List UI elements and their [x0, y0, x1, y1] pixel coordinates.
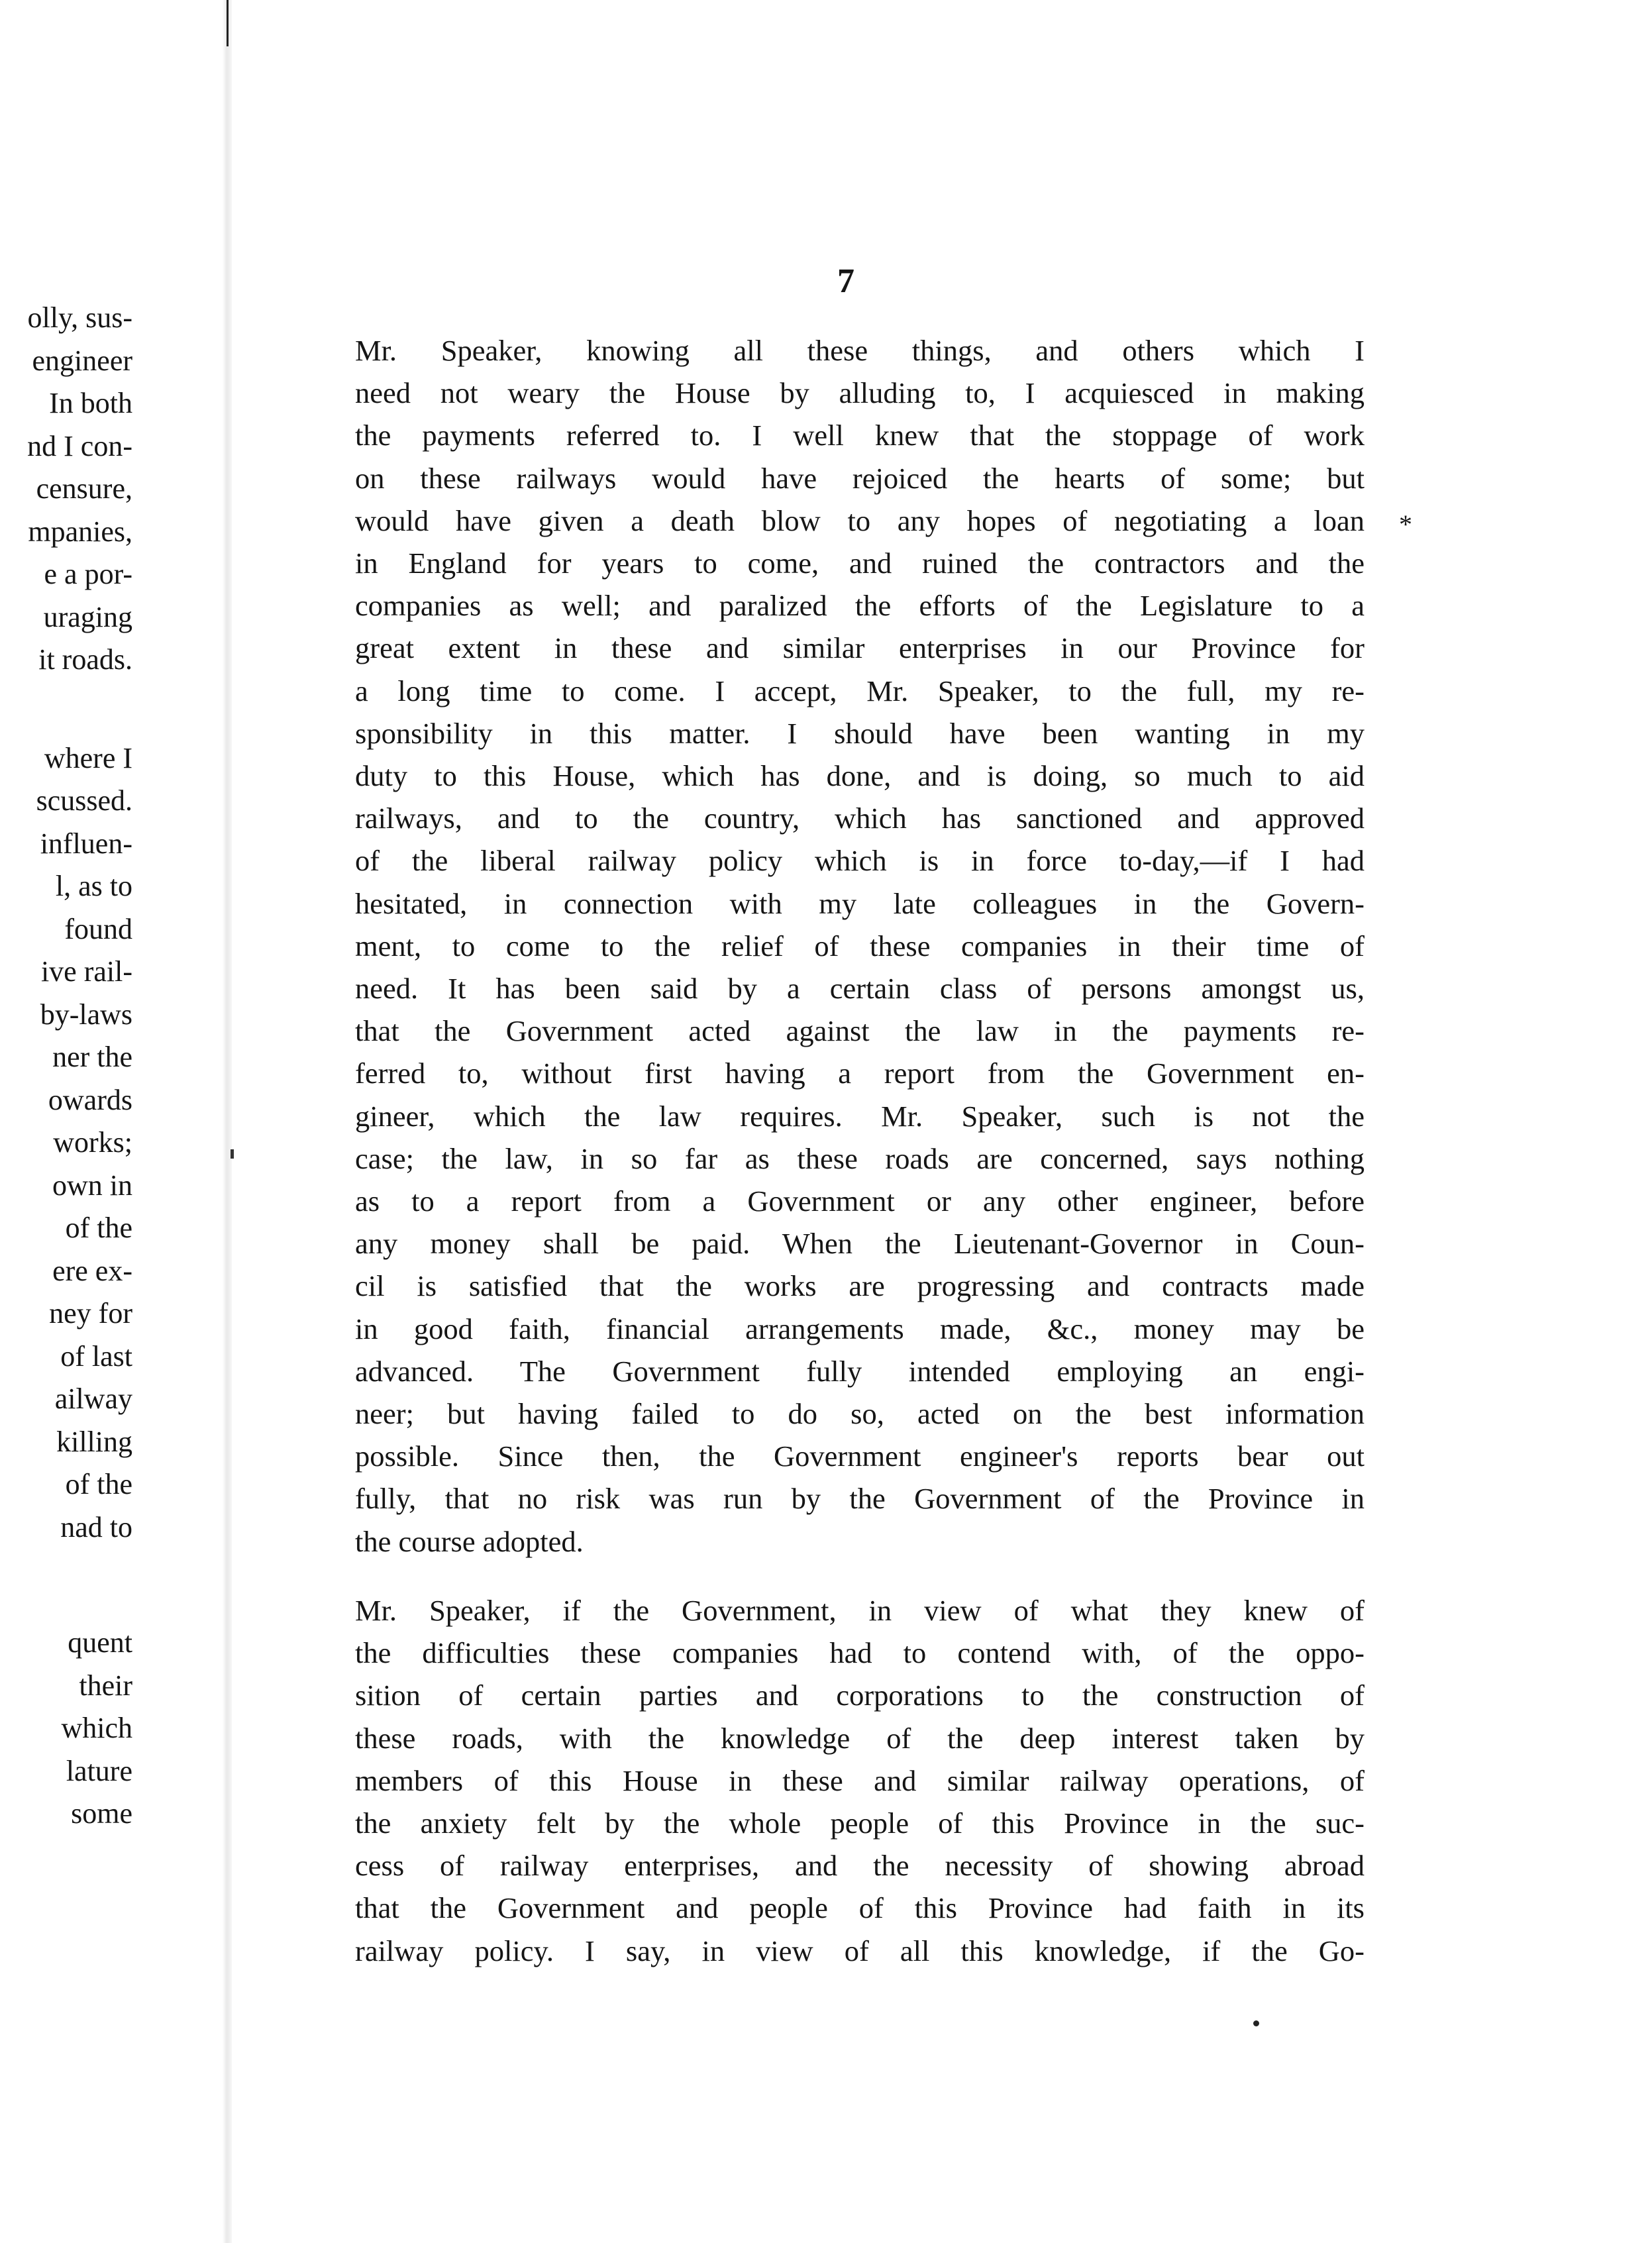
left-fragment-line: scussed.: [36, 784, 132, 817]
text-line: in good faith, financial arrangements made, &c., money may be: [355, 1312, 1365, 1345]
left-fragment-line: nad to: [60, 1510, 132, 1543]
text-line: great extent in these and similar enterprises in our Province for: [355, 631, 1365, 665]
text-line: Mr. Speaker, knowing all these things, and others which I: [355, 334, 1365, 367]
text-line: any money shall be paid. When the Lieutenant-Governor in Coun-: [355, 1227, 1365, 1261]
left-fragment-line: uraging: [43, 600, 132, 633]
text-line: that the Government acted against the law in the payments re-: [355, 1014, 1365, 1048]
left-fragment-line: e a por-: [44, 558, 132, 590]
text-line: a long time to come. I accept, Mr. Speaker, to the full, my re-: [355, 674, 1365, 707]
page-number: 7: [837, 262, 854, 300]
text-line: advanced. The Government fully intended employing an engi-: [355, 1354, 1365, 1388]
left-fragment-line: some: [71, 1797, 132, 1830]
left-fragment-line: of last: [60, 1339, 132, 1373]
left-fragment-line: it roads.: [38, 643, 132, 676]
text-line: companies as well; and paralized the efforts of the Legislature to a: [355, 589, 1365, 623]
left-fragment-line: of the: [65, 1468, 132, 1500]
text-line: on these railways would have rejoiced the hearts of some; but: [355, 461, 1365, 495]
text-line: sponsibility in this matter. I should have been wanting in my: [355, 716, 1365, 750]
left-fragment-line: ive rail-: [40, 955, 132, 988]
text-line: the anxiety felt by the whole people of this Province in the suc-: [355, 1806, 1365, 1840]
text-line: members of this House in these and similar railway operations, of: [355, 1763, 1365, 1797]
left-fragment-line: own in: [52, 1169, 132, 1202]
text-line: fully, that no risk was run by the Government of the Province in: [355, 1482, 1365, 1516]
left-fragment-line: which: [61, 1712, 132, 1744]
text-line: case; the law, in so far as these roads are concerned, says nothing: [355, 1141, 1365, 1175]
left-fragment-line: owards: [48, 1083, 132, 1116]
left-fragment-line: influen-: [40, 827, 132, 860]
text-line: the difficulties these companies had to contend with, of the oppo-: [355, 1636, 1365, 1670]
text-line: possible. Since then, the Government engineer's reports bear out: [355, 1439, 1365, 1473]
left-fragment-line: mpanies,: [28, 515, 132, 548]
left-fragment-line: olly, sus-: [27, 301, 132, 334]
text-line: the course adopted.: [355, 1524, 584, 1558]
left-page-fragments: [0, 297, 132, 1836]
text-line: in England for years to come, and ruined the contractors and the: [355, 547, 1365, 580]
left-fragment-line: where I: [44, 741, 132, 774]
left-fragment-line: censure,: [36, 472, 132, 505]
stray-dot: [1253, 2020, 1259, 2026]
left-fragment-line: their: [79, 1669, 132, 1702]
text-line: need not weary the House by alluding to, I acquiesced in making: [355, 376, 1365, 410]
text-line: cess of railway enterprises, and the necessity of showing abroad: [355, 1849, 1365, 1883]
left-fragment-line: by-laws: [40, 998, 132, 1031]
text-line: cil is satisfied that the works are progressing and contracts made: [355, 1269, 1365, 1303]
text-line: neer; but having failed to do so, acted on the best information: [355, 1397, 1365, 1431]
left-fragment-line: ner the: [52, 1041, 132, 1073]
paragraph-1: [355, 329, 1365, 1563]
left-fragment-line: killing: [56, 1425, 132, 1458]
text-line: ment, to come to the relief of these companies in their time of: [355, 929, 1365, 963]
text-line: these roads, with the knowledge of the deep interest taken by: [355, 1721, 1365, 1755]
left-fragment-line: ailway: [54, 1382, 132, 1415]
left-fragment-block-2: [0, 737, 132, 1549]
page-gutter: [223, 0, 232, 2243]
left-fragment-line: ere ex-: [52, 1254, 132, 1287]
text-line: the payments referred to. I well knew that the stoppage of work: [355, 419, 1365, 452]
text-line: gineer, which the law requires. Mr. Speaker, such is not the: [355, 1099, 1365, 1133]
left-fragment-line: engineer: [32, 344, 132, 377]
text-line: that the Government and people of this Province had faith in its: [355, 1891, 1365, 1925]
text-line: duty to this House, which has done, and is doing, so much to aid: [355, 759, 1365, 793]
text-line: railway policy. I say, in view of all this knowledge, if the Go-: [355, 1934, 1365, 1967]
margin-asterisk: *: [1399, 509, 1412, 539]
left-fragment-line: l, as to: [55, 870, 132, 902]
left-fragment-block-1: [0, 297, 132, 682]
left-fragment-line: found: [64, 912, 132, 945]
text-line: ferred to, without first having a report from the Government en-: [355, 1057, 1365, 1090]
left-fragment-line: lature: [66, 1754, 132, 1787]
left-fragment-line: In both: [49, 387, 132, 419]
text-line: sition of certain parties and corporations to the construction of: [355, 1679, 1365, 1712]
binding-edge: [227, 0, 229, 46]
left-fragment-line: works;: [53, 1126, 132, 1159]
left-fragment-block-3: [0, 1622, 132, 1836]
text-line: of the liberal railway policy which is in force to-day,—if I had: [355, 844, 1365, 878]
left-fragment-line: quent: [68, 1626, 132, 1659]
text-line: would have given a death blow to any hopes of negotiating a loan: [355, 503, 1365, 537]
stray-mark: [231, 1149, 234, 1159]
text-line: need. It has been said by a certain class of persons amongst us,: [355, 972, 1365, 1006]
text-line: Mr. Speaker, if the Government, in view of what they knew of: [355, 1594, 1365, 1627]
left-fragment-line: nd I con-: [27, 429, 132, 462]
text-line: hesitated, in connection with my late colleagues in the Govern-: [355, 886, 1365, 920]
text-line: railways, and to the country, which has sanctioned and approved: [355, 802, 1365, 835]
paragraph-2: [355, 1589, 1365, 1972]
left-fragment-line: of the: [65, 1212, 132, 1244]
text-line: as to a report from a Government or any other engineer, before: [355, 1184, 1365, 1218]
left-fragment-line: ney for: [49, 1297, 132, 1330]
